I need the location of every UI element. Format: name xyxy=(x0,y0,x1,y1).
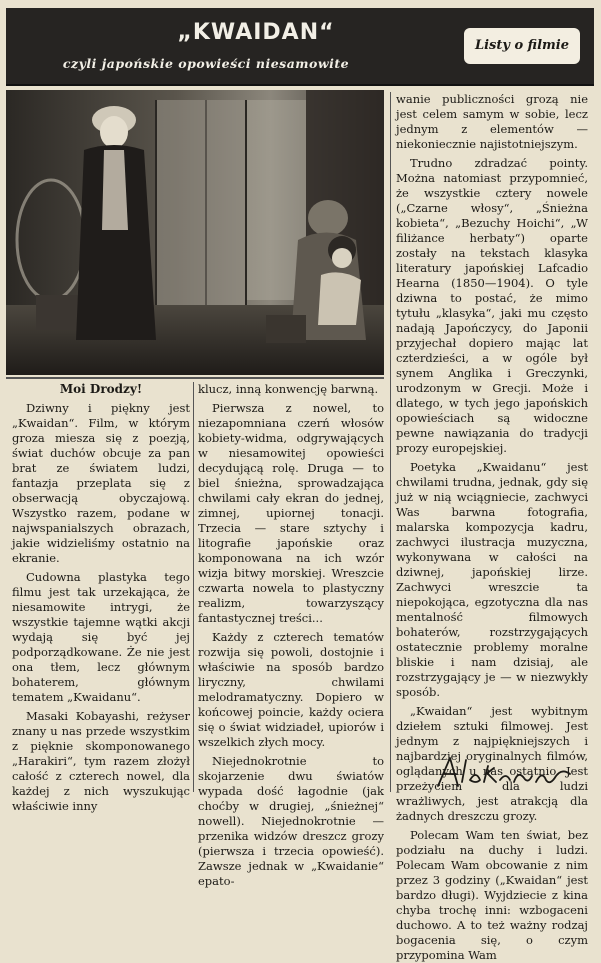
paragraph: wanie publiczności grozą nie jest celem samym w sobie, lecz jednym z elementów — niekoniecznie najistotniejszym. xyxy=(396,92,588,151)
author-signature xyxy=(432,752,582,792)
paragraph: Polecam Wam ten świat, bez podziału na duchy i ludzi. Polecam Wam obcowanie z nim przez 3 godziny („Kwaidan“ jest bardzo długi). Wyjdziecie z kina chyba trochę inni: wzbogaceni duchowo. A to też ważny rodzaj bogacenia się, o czym przypomina Wam xyxy=(396,828,588,962)
column-divider xyxy=(390,92,391,792)
signature-icon xyxy=(432,752,582,792)
text-column-3 xyxy=(396,92,588,962)
paragraph: Dziwny i piękny jest „Kwaidan“. Film, w którym groza miesza się z poezją, świat duchów obcuje za pan brat ze światem ludzi, fantazja przeplata się z obserwacją obyczajową. Wszystko razem, podane w najwspanialszych obrazach, jakie widzieliśmy ostatnio na ekranie. xyxy=(12,401,190,565)
section-badge: Listy o filmie xyxy=(464,28,580,64)
paragraph: „Kwaidan“ jest wybitnym dziełem sztuki filmowej. Jest jednym z najpiękniejszych i najbardziej oryginalnych filmów, oglądanych u nas ostatnio. Jest przeżyciem dla ludzi wrażliwych, jest atrakcją dla żadnych dreszczu grozy. xyxy=(396,704,588,823)
paragraph: Poetyka „Kwaidanu“ jest chwilami trudna, jednak, gdy się już w nią wciągniecie, zachwyci Was barwna fotografia, malarska kompozycja kadru, zachwyci ilustracja muzyczna, wykonywana w całości na dziwnej, japońskiej lirze. Zachwyci wreszcie ta niepokojąca, egzotyczna dla nas mentalność filmowych bohaterów, rozstrzygających ostatecznie problemy moralne bliskie i nam dzisiaj, ale rozstrzygający je — w niezwykły sposób. xyxy=(396,460,588,699)
paragraph: Masaki Kobayashi, reżyser znany u nas przede wszystkim z pięknie skomponowanego „Harakiri“, tym razem złożył całość z czterech nowel, dla każdej z nich wyszukując właściwie inny xyxy=(12,709,190,813)
paragraph: Trudno zdradzać pointy. Można natomiast przypomnieć, że wszystkie cztery nowele („Czarne włosy“, „Śnieżna kobieta“, „Bezuchy Hoichi“, „W filiżance herbaty“) oparte zostały na tekstach klasyka literatury japońskiej Lafcadio Hearna (1850—1904). O tyle dziwna to postać, że mimo tytułu „klasyka“, jaki mu często nadają Japończycy, do Japonii przyjechał dopiero mając lat czterdzieści, a w ogóle był synem Anglika i Greczynki, urodzonym w Grecji. Może i dlatego, w tych jego japońskich opowieściach są widoczne pewne nawiązania do tradycji prozy europejskiej. xyxy=(396,156,588,455)
paragraph: klucz, inną konwencję barwną. xyxy=(198,382,379,396)
paragraph: Niejednokrotnie to skojarzenie dwu światów wypada dość łagodnie (jak choćby w drugiej, „śnieżnej“ nowell). Niejednokrotnie — przenika widzów dreszcz grozy (pierwsza i trzecia opowieść). Zawsze jednak w „Kwaidanie“ epato- xyxy=(198,754,384,888)
text-column-1 xyxy=(12,382,190,813)
article-subtitle: czyli japońskie opowieści niesamowite xyxy=(62,56,350,71)
text-column-2 xyxy=(198,382,384,888)
article-header xyxy=(6,8,594,86)
paragraph: Pierwsza z nowel, to niezapomniana czerń włosów kobiety-widma, odgrywających w niesamowitej opowieści decydującą rolę. Druga — to biel śnieżna, sprowadzająca chwilami cały ekran do jednej, zimnej, upiornej tonacji. Trzecia — stare sztychy i litografie japońskie oraz komponowana na ich wzór wizja bitwy morskiej. Wreszcie czwarta nowela to plastyczny realizm, towarzyszący fantastycznej treści... xyxy=(198,401,384,625)
article-title: „KWAIDAN“ xyxy=(177,20,335,45)
divider xyxy=(6,377,384,379)
letter-salutation: Moi Drodzy! xyxy=(59,382,143,396)
paragraph: Cudowna plastyka tego filmu jest tak urzekająca, że niesamowite intrygi, że wszystkie tajemne wątki akcji wydają się być jej podporządkowane. Że nie jest ona tłem, lecz głównym bohaterem, głównym tematem „Kwaidanu“. xyxy=(12,570,190,704)
film-still-photo xyxy=(6,90,384,375)
film-still-icon xyxy=(6,90,384,375)
paragraph: Każdy z czterech tematów rozwija się powoli, dostojnie i właściwie na sposób bardzo liryczny, chwilami melodramatyczny. Dopiero w końcowej poincie, każdy ociera się o świat widziadeł, upiorów i wszelkich złych mocy. xyxy=(198,630,384,749)
column-divider xyxy=(193,382,194,792)
